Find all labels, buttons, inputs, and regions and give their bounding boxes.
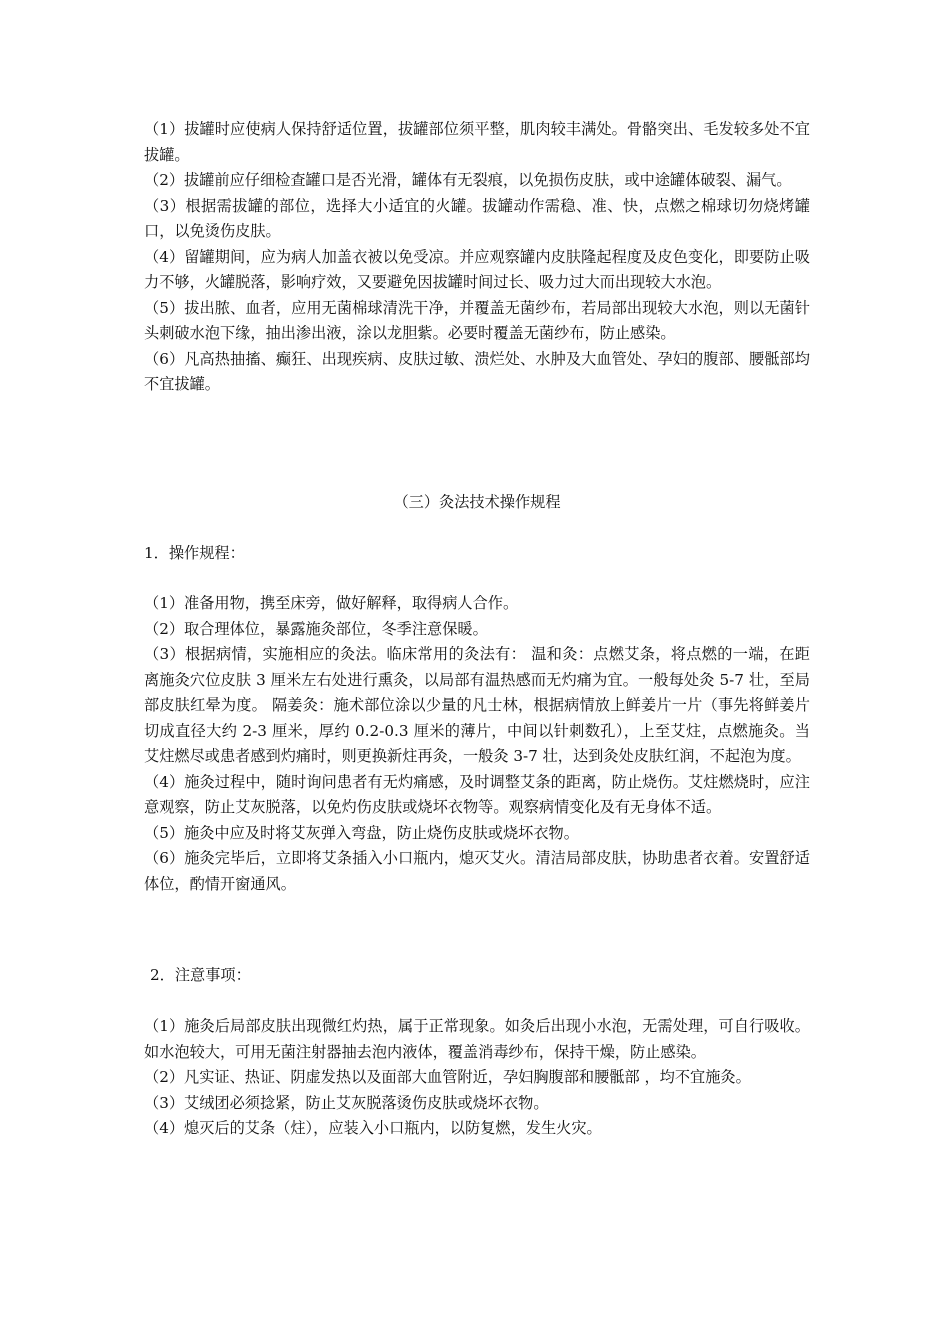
procedure-step-item: （1）准备用物，携至床旁，做好解释，取得病人合作。 <box>144 594 519 612</box>
section-title: （三）灸法技术操作规程 <box>393 493 561 511</box>
cupping-precaution-item: （2）拔罐前应仔细检查罐口是否光滑，罐体有无裂痕，以免损伤皮肤，或中途罐体破裂、漏气。 <box>144 171 792 189</box>
cupping-precaution-item: （1）拔罐时应使病人保持舒适位置，拔罐部位须平整，肌肉较丰满处。骨骼突出、毛发较多处不宜拔罐。 <box>144 120 810 164</box>
note-item: （2）凡实证、热证、阴虚发热以及面部大血管附近，孕妇胸腹部和腰骶部 ，均不宜施灸。 <box>144 1068 751 1086</box>
note-item: （4）熄灭后的艾条（炷），应装入小口瓶内，以防复燃，发生火灾。 <box>144 1119 602 1137</box>
notes-heading: 2．注意事项： <box>150 966 251 984</box>
cupping-precautions-block <box>144 117 810 398</box>
cupping-precaution-item: （5）拔出脓、血者，应用无菌棉球清洗干净，并覆盖无菌纱布，若局部出现较大水泡，则以无菌针头刺破水泡下缘，抽出渗出液，涂以龙胆紫。必要时覆盖无菌纱布，防止感染。 <box>144 298 810 342</box>
procedure-step-item: （6）施灸完毕后，立即将艾条插入小口瓶内，熄灭艾火。清洁局部皮肤，协助患者衣着。安置舒适体位，酌情开窗通风。 <box>144 849 810 893</box>
cupping-precaution-item: （3）根据需拔罐的部位，选择大小适宜的火罐。拔罐动作需稳、准、快，点燃之棉球切勿烧烤罐口，以免烫伤皮肤。 <box>144 196 810 240</box>
procedure-step-item: （5）施灸中应及时将艾灰弹入弯盘，防止烧伤皮肤或烧坏衣物。 <box>144 823 579 842</box>
notes-block <box>144 1014 810 1142</box>
cupping-precaution-item: （6）凡高热抽搐、癫狂、出现疾病、皮肤过敏、溃烂处、水肿及大血管处、孕妇的腹部、腰骶部均不宜拔罐。 <box>144 349 810 393</box>
procedure-step-item: （4）施灸过程中，随时询问患者有无灼痛感，及时调整艾条的距离，防止烧伤。艾炷燃烧时，应注意观察，防止艾灰脱落，以免灼伤皮肤或烧坏衣物等。观察病情变化及有无身体不适。 <box>144 772 810 816</box>
procedure-heading: 1．操作规程： <box>144 544 245 562</box>
cupping-precaution-item: （4）留罐期间，应为病人加盖衣被以免受凉。并应观察罐内皮肤隆起程度及皮色变化，即要防止吸力不够，火罐脱落，影响疗效，又要避免因拔罐时间过长、吸力过大而出现较大水泡。 <box>144 247 810 291</box>
note-item: （1）施灸后局部皮肤出现微红灼热，属于正常现象。如灸后出现小水泡，无需处理，可自行吸收。如水泡较大，可用无菌注射器抽去泡内液体，覆盖消毒纱布，保持干燥，防止感染。 <box>144 1017 810 1061</box>
procedure-step-item: （3）根据病情，实施相应的灸法。临床常用的灸法有： 温和灸：点燃艾条，将点燃的一端，在距离施灸穴位皮肤 3 厘米左右处进行熏灸，以局部有温热感而无灼痛为宜。一般每处灸 5-7 壮，至局部皮肤红晕为度。 隔姜灸：施术部位涂以少量的凡士林，根据病情放上鲜姜片一片（事先将鲜姜片切成直径大约 2-3 厘米，厚约 0.2-0.3 厘米的薄片，中间以针刺数孔），上至艾炷，点燃施灸。当艾炷燃尽或患者感到灼痛时，则更换新炷再灸，一般灸 3-7 壮，达到灸处皮肤红润，不起泡为度。 <box>144 645 810 765</box>
procedure-step-item: （2）取合理体位，暴露施灸部位，冬季注意保暖。 <box>144 619 488 638</box>
note-item: （3）艾绒团必须捻紧，防止艾灰脱落烫伤皮肤或烧坏衣物。 <box>144 1093 549 1112</box>
procedure-steps-block <box>144 591 810 897</box>
